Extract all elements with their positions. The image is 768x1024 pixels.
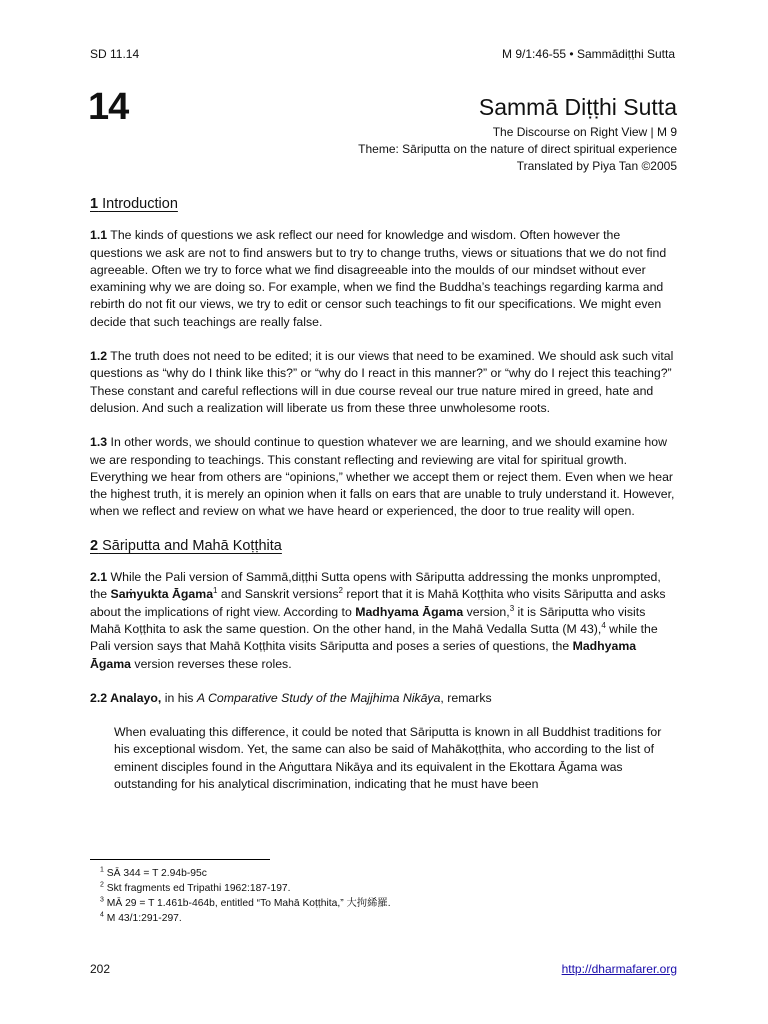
title-block: [358, 94, 677, 175]
block-quote: When evaluating this difference, it could be noted that Sāriputta is known in all Buddhist traditions for his exceptional wisdom. Yet, the same can also be said of Mahākoṭṭhita, who according to the list of eminent disciples found in the Aṅguttara Nikāya and its equivalent in the Ekottara Āgama was outstanding for his analytical discrimination, indicating that he must have been: [114, 725, 662, 792]
paragraph-text: The kinds of questions we ask reflect our need for knowledge and wisdom. Often however the questions we ask are not to find answers but to try to change truths, views or situations that we do not find agreeable. Often we try to force what we find disagreeable into the moulds of our mindset without ever examining why we are doing so. For example, when we find the Buddha’s teachings regarding karma and rebirth do not fit our views, we try to edit or censor such teachings to fit our specifications. We might even decide that such teachings are really false.: [90, 228, 667, 329]
running-header-left: SD 11.14: [90, 47, 140, 61]
footnote-ref-1[interactable]: 1: [213, 586, 218, 596]
paragraph-text: in his: [161, 690, 197, 705]
term-madhyama-agama: Madhyama Āgama: [355, 604, 464, 619]
footnote-text: M 43/1:291-297.: [103, 913, 182, 924]
author-name: Analayo,: [107, 690, 162, 705]
footnotes: [100, 866, 391, 926]
sutta-title: Sammā Diṭṭhi Sutta: [478, 94, 677, 120]
footnote-item: [100, 881, 391, 896]
footnote-item: [100, 866, 391, 881]
footnote-divider: [90, 859, 270, 860]
footnote-number: 1: [100, 866, 104, 874]
footnote-ref-4[interactable]: 4: [601, 620, 606, 630]
paragraph-1-3: [90, 434, 676, 520]
paragraph-text: In other words, we should continue to question whatever we are learning, and we should examine how we are responding to teachings. This constant reflecting and reviewing are vital for spiritual growth. Everything we hear from others are “opinions,” whether we accept them or reject them. Even when we hear the highest truth, it is merely an opinion when it falls on ears that are unable to truly understand it. However, when we reflect and review on what we have heard or experienced, the door to true reality will open.: [90, 435, 675, 519]
footnote-ref-2[interactable]: 2: [338, 586, 343, 596]
section-number: 2: [90, 537, 99, 554]
footnote-number: 3: [100, 896, 104, 904]
footnote-text: SĀ 344 = T 2.94b-95c: [103, 868, 207, 879]
main-content: [90, 196, 676, 793]
book-title: A Comparative Study of the Majjhima Nikāya: [196, 690, 441, 705]
section-heading-introduction: [90, 196, 676, 213]
term-madhyama-agama: Madhyama Āgama: [90, 639, 637, 671]
sutta-subtitle: The Discourse on Right View | M 9: [492, 125, 677, 139]
paragraph-2-2: [90, 690, 676, 707]
footnote-item: [100, 896, 391, 911]
paragraph-number: 1.2: [90, 349, 108, 364]
section-title: Sāriputta and Mahā Koṭṭhita: [98, 537, 282, 554]
chapter-number: 14: [88, 86, 129, 128]
paragraph-text: it is Sāriputta who visits Mahā Koṭṭhita to ask the same question. On the other hand, in the Mahā Vedalla Sutta (M 43),: [90, 604, 646, 636]
section-title: Introduction: [98, 196, 178, 212]
section-heading-sariputta: [90, 538, 676, 555]
website-link[interactable]: http://dharmafarer.org: [561, 962, 677, 976]
paragraph-text: , remarks: [440, 690, 492, 705]
paragraph-text: version,: [463, 604, 510, 619]
paragraph-number: 1.3: [90, 435, 108, 450]
footnote-number: 4: [100, 911, 104, 919]
footnote-text: Skt fragments ed Tripathi 1962:187-197.: [103, 883, 291, 894]
paragraph-text: report that it is Mahā Koṭṭhita who visits Sāriputta and asks about the implications of right view. According to: [90, 587, 666, 619]
paragraph-number: 2.2: [90, 690, 108, 705]
paragraph-text: While the Pali version of Sammā,diṭṭhi Sutta opens with Sāriputta addressing the monks unprompted, the: [90, 570, 661, 602]
paragraph-1-2: [90, 348, 676, 417]
footnote-number: 2: [100, 881, 104, 889]
paragraph-number: 1.1: [90, 228, 108, 243]
section-number: 1: [90, 196, 99, 212]
footnote-ref-3[interactable]: 3: [509, 603, 515, 613]
paragraph-2-1: [90, 569, 676, 673]
paragraph-number: 2.1: [90, 570, 108, 585]
paragraph-text: and Sanskrit versions: [217, 587, 339, 602]
running-header-right: M 9/1:46-55 • Sammādiṭṭhi Sutta: [502, 47, 675, 61]
page-number: 202: [90, 962, 111, 976]
paragraph-text: The truth does not need to be edited; it is our views that need to be examined. We should ask such vital questions as “why do I think like this?” or “why do I react in this manner?” or “why do I reject this teaching?” These constant and careful reflections will in due course reveal our true nature mired in greed, hate and delusion. And such a realization will liberate us from these three unwholesome roots.: [90, 349, 674, 415]
paragraph-text: while the Pali version says that Mahā Koṭṭhita visits Sāriputta and poses a series of questions, the: [90, 621, 658, 654]
sutta-theme: Theme: Sāriputta on the nature of direct spiritual experience: [358, 142, 677, 156]
paragraph-text: version reverses these roles.: [131, 656, 292, 671]
term-samyukta-agama: Saṁyukta Āgama: [110, 587, 214, 602]
footnote-text: MĀ 29 = T 1.461b-464b, entitled “To Mahā Koṭṭhita,” 大拘絺羅.: [103, 898, 391, 909]
footnote-item: [100, 911, 391, 926]
paragraph-1-1: [90, 227, 676, 331]
translator-credit: Translated by Piya Tan ©2005: [516, 159, 677, 173]
